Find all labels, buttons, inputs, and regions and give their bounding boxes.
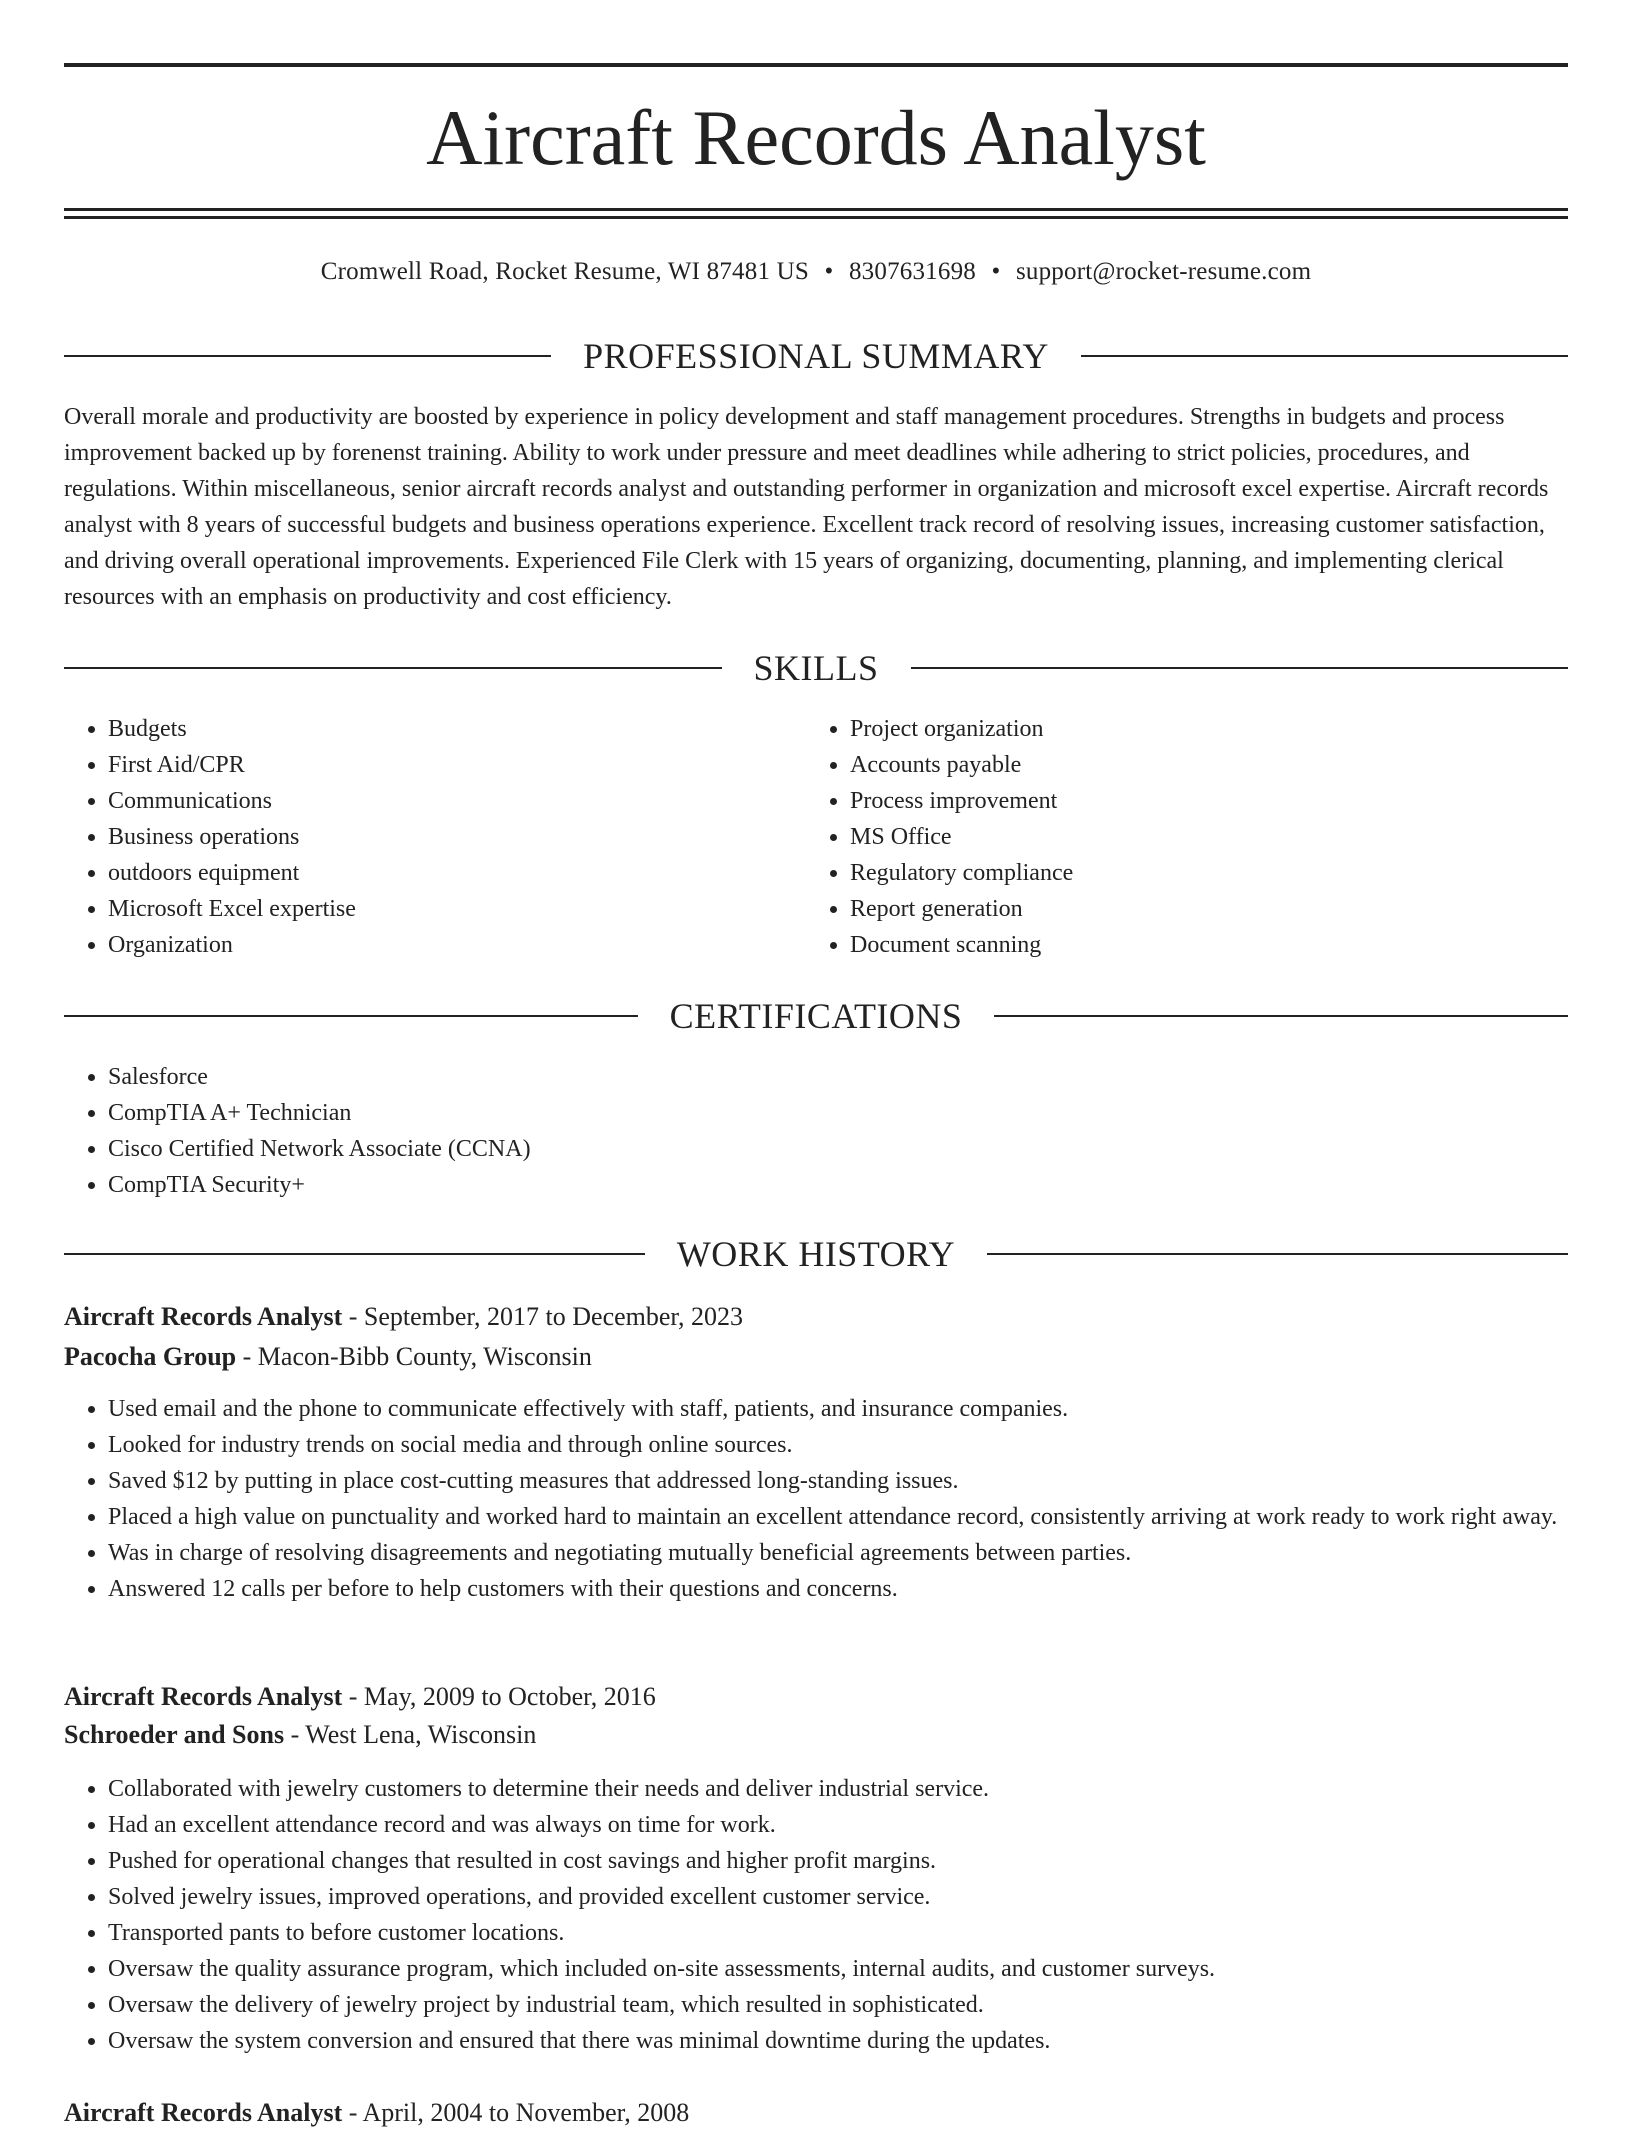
section-title: CERTIFICATIONS	[669, 996, 963, 1036]
contact-separator: •	[991, 258, 1001, 285]
certification-item: • Cisco Certified Network Associate (CCNA)	[108, 1131, 1508, 1167]
skill-item: • MS Office	[850, 819, 1550, 855]
job-bullet: • Pushed for operational changes that resulted in cost savings and higher profit margins.	[108, 1843, 1568, 1879]
section-title: PROFESSIONAL SUMMARY	[583, 336, 1049, 376]
skill-item: • Accounts payable	[850, 747, 1550, 783]
work-history-heading	[64, 1232, 1568, 1276]
contact-separator: •	[824, 258, 834, 285]
job-bullet: • Used email and the phone to communicate effectively with staff, patients, and insurance companies.	[108, 1391, 1568, 1427]
skill-item: • Document scanning	[850, 927, 1550, 963]
job-bullet: • Collaborated with jewelry customers to determine their needs and deliver industrial service.	[108, 1771, 1568, 1807]
job-bullet: • Answered 12 calls per before to help customers with their questions and concerns.	[108, 1571, 1568, 1607]
skill-item: • Report generation	[850, 891, 1550, 927]
divider-line	[994, 1015, 1568, 1017]
job-bullet: • Oversaw the delivery of jewelry project by industrial team, which resulted in sophisticated.	[108, 1987, 1568, 2023]
job-bullet: • Placed a high value on punctuality and worked hard to maintain an excellent attendance record, consistently arriving at work ready to work right away.	[108, 1499, 1568, 1535]
job-bullet: • Saved $12 by putting in place cost-cutting measures that addressed long-standing issues.	[108, 1463, 1568, 1499]
skill-item: • Budgets	[108, 711, 808, 747]
job-bullet: • Was in charge of resolving disagreements and negotiating mutually beneficial agreements between parties.	[108, 1535, 1568, 1571]
skill-item: • Communications	[108, 783, 808, 819]
job-dates: - April, 2004 to November, 2008	[342, 2098, 690, 2127]
skill-item: • Business operations	[108, 819, 808, 855]
divider-line	[64, 667, 722, 669]
skill-item: • First Aid/CPR	[108, 747, 808, 783]
certification-item: • CompTIA A+ Technician	[108, 1095, 1508, 1131]
skills-list-right	[806, 711, 1550, 963]
top-rule	[64, 63, 1568, 67]
job-title: Aircraft Records Analyst	[64, 1682, 343, 1711]
job-bullet: • Oversaw the quality assurance program, which included on-site assessments, internal audits, and customer surveys.	[108, 1951, 1568, 1987]
job-bullet: • Transported pants to before customer locations.	[108, 1915, 1568, 1951]
skill-item: • outdoors equipment	[108, 855, 808, 891]
divider-line	[64, 355, 551, 357]
job-title-line	[64, 1297, 1568, 1337]
divider-line	[1081, 355, 1568, 357]
skills-heading	[64, 646, 1568, 690]
contact-phone: 8307631698	[848, 258, 976, 285]
job-bullet: • Solved jewelry issues, improved operations, and provided excellent customer service.	[108, 1879, 1568, 1915]
job-title: Aircraft Records Analyst	[64, 2098, 343, 2127]
job-company: Schroeder and Sons	[64, 1720, 285, 1749]
divider-line	[64, 1015, 638, 1017]
resume-name: Aircraft Records Analyst	[426, 94, 1206, 181]
certifications-heading	[64, 994, 1568, 1038]
skill-item: • Project organization	[850, 711, 1550, 747]
skills-list-left	[64, 711, 808, 963]
job-title-line	[64, 1677, 1568, 1717]
skill-item: • Microsoft Excel expertise	[108, 891, 808, 927]
summary-text: Overall morale and productivity are boosted by experience in policy development and staff management procedures. Strengths in budgets and process improvement backed up by forenenst training. Ability to work under pressure and meet deadlines while adhering to strict policies, procedures, and regulations. Within miscellaneous, senior aircraft records analyst and outstanding performer in organization and microsoft excel expertise. Aircraft records analyst with 8 years of successful budgets and business operations experience. Excellent track record of resolving issues, increasing customer satisfaction, and driving overall operational improvements. Experienced File Clerk with 15 years of organizing, documenting, planning, and implementing clerical resources with an emphasis on productivity and cost efficiency.	[64, 404, 1549, 610]
divider-line	[64, 1253, 645, 1255]
job-bullet: • Had an excellent attendance record and was always on time for work.	[108, 1807, 1568, 1843]
job-bullet: • Looked for industry trends on social media and through online sources.	[108, 1427, 1568, 1463]
job-bullets	[64, 1771, 1568, 2059]
section-title: SKILLS	[753, 648, 879, 688]
divider-line	[911, 667, 1569, 669]
job-location: - Macon-Bibb County, Wisconsin	[236, 1342, 592, 1371]
header-rule-upper	[64, 208, 1568, 211]
job-location: - West Lena, Wisconsin	[284, 1720, 537, 1749]
summary-heading	[64, 334, 1568, 378]
job-bullets	[64, 1391, 1568, 1607]
contact-address: Cromwell Road, Rocket Resume, WI 87481 US	[320, 258, 809, 285]
skill-item: • Process improvement	[850, 783, 1550, 819]
certification-item: • CompTIA Security+	[108, 1167, 1508, 1203]
divider-line	[987, 1253, 1568, 1255]
job-title-line	[64, 2093, 1568, 2133]
skill-item: • Regulatory compliance	[850, 855, 1550, 891]
job-bullet: • Oversaw the system conversion and ensured that there was minimal downtime during the updates.	[108, 2023, 1568, 2059]
contact-line	[64, 254, 1568, 290]
certification-item: • Salesforce	[108, 1059, 1508, 1095]
job-dates: - September, 2017 to December, 2023	[342, 1302, 744, 1331]
job-company: Pacocha Group	[64, 1342, 237, 1371]
job-company-line	[64, 1715, 1568, 1755]
job-title: Aircraft Records Analyst	[64, 1302, 343, 1331]
header-rule-lower	[64, 216, 1568, 219]
job-company-line	[64, 1337, 1568, 1377]
certifications-list	[64, 1059, 1508, 1203]
contact-email[interactable]: support@rocket-resume.com	[1015, 258, 1312, 285]
section-title: WORK HISTORY	[676, 1234, 956, 1274]
skill-item: • Organization	[108, 927, 808, 963]
job-dates: - May, 2009 to October, 2016	[342, 1682, 656, 1711]
